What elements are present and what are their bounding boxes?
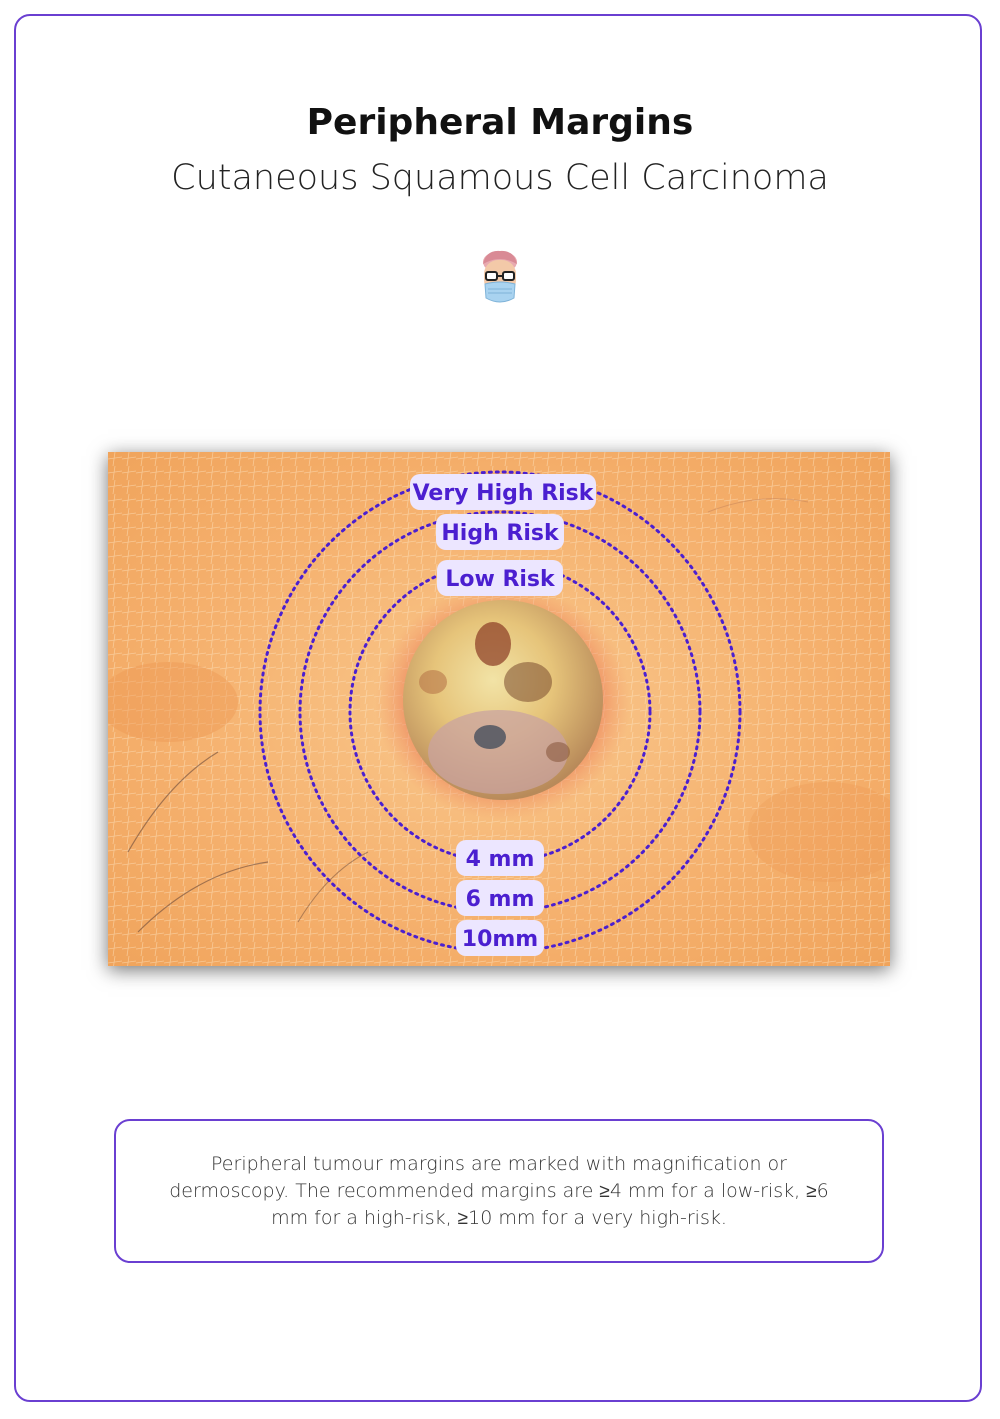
dermoscopy-figure — [108, 452, 890, 966]
margin-label-4mm — [456, 840, 544, 876]
page-subtitle: Cutaneous Squamous Cell Carcinoma — [171, 158, 829, 198]
page-title: Peripheral Margins — [306, 102, 694, 143]
svg-text:High Risk: High Risk — [441, 521, 559, 546]
svg-text:4 mm: 4 mm — [465, 847, 535, 872]
margin-label-6mm — [456, 880, 544, 916]
risk-label-low — [437, 560, 563, 596]
lesion — [375, 584, 631, 820]
margin-label-10mm — [456, 920, 544, 956]
svg-text:10mm: 10mm — [461, 927, 539, 952]
doctor-avatar-icon — [472, 246, 528, 316]
caption-text: Peripheral tumour margins are marked with magnification or dermoscopy. The recommended margins are ≥4 mm for a low-risk, ≥6 mm for a high-risk, ≥10 mm for a very high-risk. — [169, 1152, 829, 1229]
svg-text:Very High Risk: Very High Risk — [412, 481, 594, 506]
risk-label-high — [436, 514, 564, 550]
caption-box — [114, 1119, 884, 1263]
risk-label-very-high — [410, 474, 596, 510]
svg-text:Low Risk: Low Risk — [445, 567, 555, 592]
svg-text:6 mm: 6 mm — [465, 887, 535, 912]
